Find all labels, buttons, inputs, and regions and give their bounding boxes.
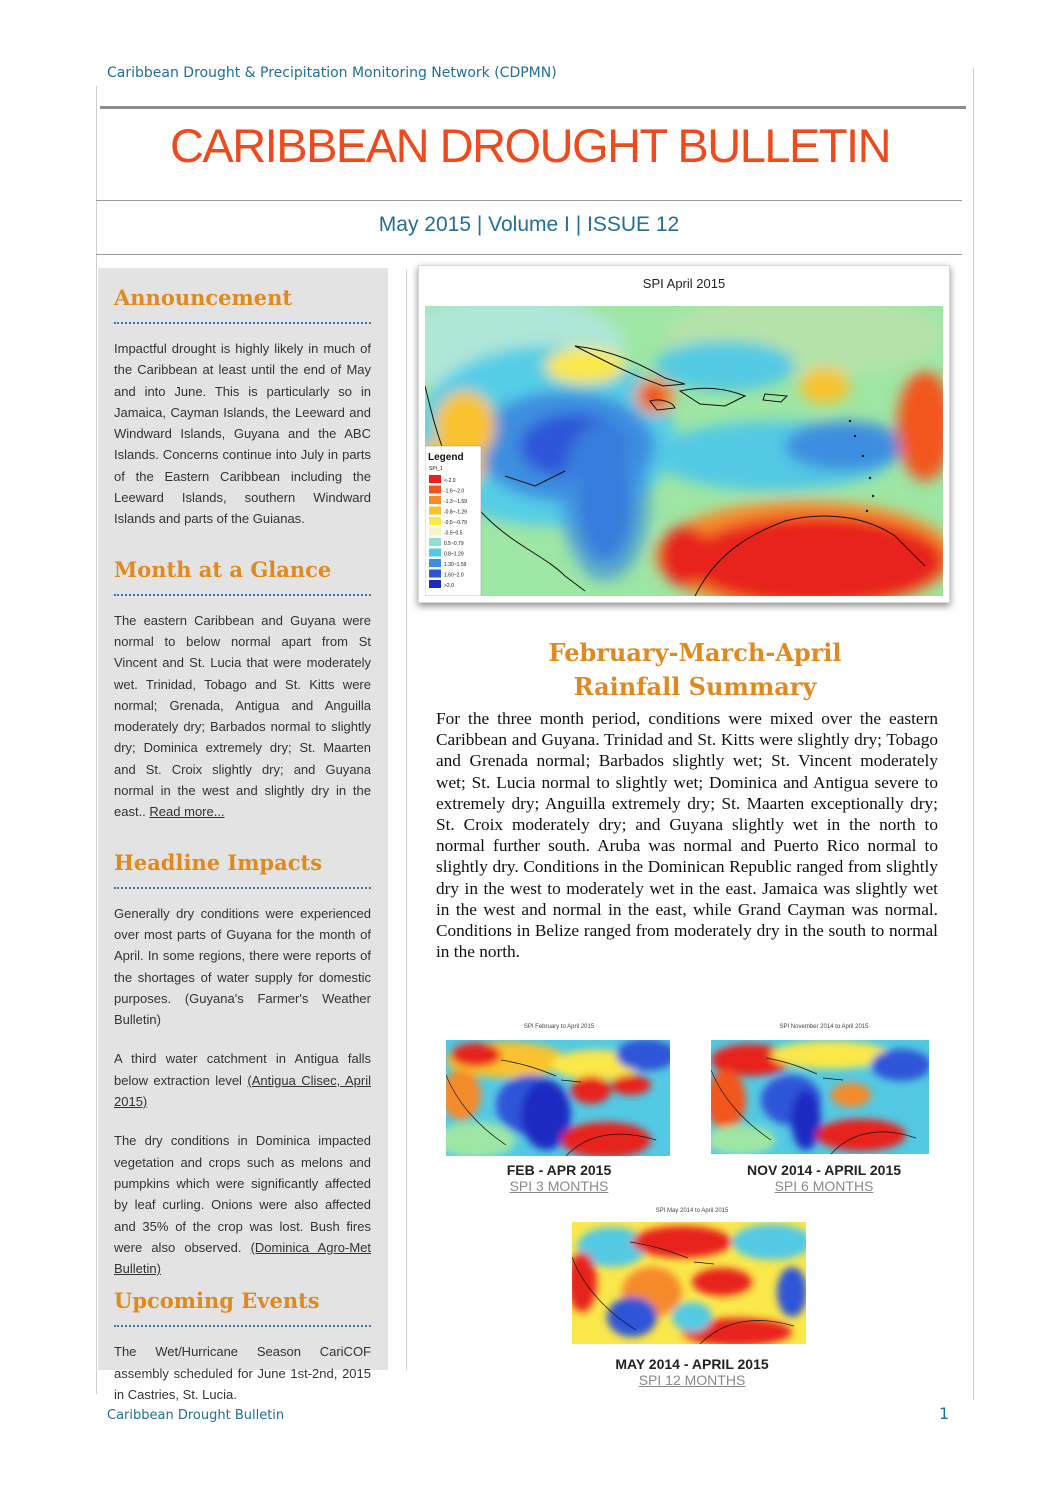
dotted-divider	[114, 322, 371, 324]
read-more-link[interactable]: Read more...	[149, 804, 225, 820]
month-at-glance-text	[114, 610, 371, 823]
legend-label: 0.5~0.79	[444, 541, 464, 547]
page-left-rule	[96, 86, 97, 1394]
announcement-heading: Announcement	[114, 285, 293, 310]
legend-swatch	[429, 528, 441, 536]
dotted-divider	[114, 1325, 371, 1327]
announcement-text: Impactful drought is highly likely in much of the Caribbean at least until the end of May and into June. This is particularly so in Jamaica, Cayman Islands, the Leeward and Windward Islands, Guyana and the ABC Islands. Concerns continue into July in parts of the Eastern Caribbean including the Leeward Islands, southern Windward Islands and parts of the Guianas.	[114, 341, 371, 527]
spi-3-month-caption: FEB - APR 2015	[506, 1162, 612, 1178]
page-right-rule	[973, 68, 974, 1400]
dominica-agromet-link[interactable]: (Dominica Agro-Met Bulletin)	[114, 1239, 372, 1277]
legend-swatch	[429, 559, 441, 567]
legend-swatch	[429, 475, 441, 483]
legend-label: -1.6~-2.0	[444, 488, 465, 495]
map-legend-subtitle: SPI_1	[429, 466, 443, 472]
legend-label: >2.0	[444, 583, 454, 589]
spi-3-month-card	[446, 1024, 672, 1194]
rainfall-summary-text: For the three month period, conditions were mixed over the eastern Caribbean and Guyana. Trinidad and St. Kitts were slightly dry; Tobago and Grenada normal; Barbados slightly wet; St. Vincent moderately wet; St. Lucia normal to slightly wet; Dominica and Antigua severe to extremely dry; Anguilla extremely dry; St. Maarten exceptionally dry; St. Croix moderately dry; and Guyana slightly wet in the north to normal further south. Aruba was normal and Puerto Rico normal to slightly dry. Conditions in the Dominican Republic ranged from slightly dry in the west to moderately wet in the east. Jamaica was slightly wet in the west and normal in the east, while Grand Cayman was normal. Conditions in Belize ranged from moderately dry in the south to normal in the north.	[436, 709, 938, 962]
spi-3-month-map	[446, 1040, 670, 1156]
dotted-divider	[114, 887, 371, 889]
rainfall-summary-heading-line1: February-March-April	[548, 638, 842, 667]
impact-dominica-body: The dry conditions in Dominica impacted vegetation and crops such as melons and pumpkins which were significantly affected by leaf curling. Onions were also affected and 35% of the crop was lost. Bush fires were also observed.	[114, 1133, 371, 1255]
sidebar	[98, 268, 388, 1402]
spi-6-month-caption: NOV 2014 - APRIL 2015	[746, 1162, 902, 1178]
legend-swatch	[429, 580, 441, 588]
title-rule	[96, 200, 962, 201]
legend-swatch	[429, 549, 441, 557]
spi-6-month-card	[711, 1024, 937, 1194]
impact-dominica-text	[114, 1130, 371, 1279]
spi-12-month-link[interactable]: SPI 12 MONTHS	[638, 1372, 746, 1388]
impact-antigua-text	[114, 1048, 371, 1112]
issue-rule	[96, 254, 962, 255]
legend-label: 0.8~1.29	[444, 551, 464, 558]
legend-swatch	[429, 517, 441, 525]
legend-swatch	[429, 538, 441, 546]
spi-april-map-frame	[418, 265, 950, 603]
spi-april-map-title: SPI April 2015	[642, 276, 726, 291]
upcoming-events-text: The Wet/Hurricane Season CariCOF assembly scheduled for June 1st-2nd, 2015 in Castries, St. Lucia.	[114, 1344, 371, 1402]
spi-12-month-map-title: SPI May 2014 to April 2015	[655, 1208, 729, 1214]
rainfall-summary-heading	[430, 636, 960, 704]
issue-line: May 2015 | Volume I | ISSUE 12	[378, 213, 680, 236]
spi-6-month-map-title: SPI November 2014 to April 2015	[779, 1024, 869, 1030]
legend-label: -1.3~-1.59	[444, 499, 467, 505]
legend-label: -0.5~-0.79	[444, 520, 467, 526]
legend-swatch	[429, 486, 441, 494]
spi-6-month-link[interactable]: SPI 6 MONTHS	[774, 1178, 874, 1194]
legend-swatch	[429, 570, 441, 578]
legend-label: -0.5~0.5	[444, 530, 463, 537]
month-at-glance-heading: Month at a Glance	[114, 556, 332, 582]
network-name: Caribbean Drought & Precipitation Monitoring Network (CDPMN)	[107, 65, 557, 81]
spi-6-month-map	[711, 1040, 929, 1154]
spi-12-month-map	[572, 1222, 806, 1344]
page-number: 1	[939, 1404, 950, 1423]
map-legend-title: Legend	[428, 452, 464, 463]
upcoming-events-heading: Upcoming Events	[114, 1288, 320, 1314]
spi-april-map	[425, 306, 943, 596]
headline-impacts-heading: Headline Impacts	[114, 849, 323, 875]
dotted-divider	[114, 594, 371, 596]
legend-label: 1.30~1.59	[444, 562, 467, 568]
spi-12-month-card	[572, 1208, 812, 1388]
footer-label: Caribbean Drought Bulletin	[107, 1408, 285, 1423]
legend-swatch	[429, 507, 441, 515]
legend-label: <-2.0	[444, 478, 456, 484]
bulletin-title: CARIBBEAN DROUGHT BULLETIN	[169, 119, 891, 172]
impact-guyana-text: Generally dry conditions were experienced over most parts of Guyana for the month of April. In some regions, there were reports of the shortages of water supply for domestic purposes. (Guyana's Farmer's Weather Bulletin)	[114, 905, 371, 1028]
antigua-clisec-link[interactable]: (Antigua Clisec, April 2015)	[114, 1072, 371, 1110]
spi-3-month-link[interactable]: SPI 3 MONTHS	[509, 1178, 609, 1194]
spi-12-month-caption: MAY 2014 - APRIL 2015	[615, 1356, 769, 1372]
header-rule	[100, 106, 966, 109]
legend-swatch	[429, 496, 441, 504]
legend-label: -0.8~-1.29	[444, 509, 467, 516]
column-divider	[406, 270, 407, 1370]
rainfall-summary-heading-line2: Rainfall Summary	[573, 672, 817, 701]
spi-3-month-map-title: SPI February to April 2015	[523, 1024, 595, 1030]
month-at-glance-body: The eastern Caribbean and Guyana were normal to below normal apart from St Vincent and St. Lucia that were moderately wet. Trinidad, Tobago and St. Kitts were normal; Grenada, Antigua and Anguilla moderately dry; Barbados normal to slightly dry; Dominica extremely dry; St. Maarten and St. Croix slightly dry; and Guyana normal in the west and slightly dry in the east..	[114, 612, 371, 820]
impact-antigua-body: A third water catchment in Antigua falls below extraction level	[114, 1051, 371, 1088]
legend-label: 1.60~2.0	[444, 572, 464, 579]
